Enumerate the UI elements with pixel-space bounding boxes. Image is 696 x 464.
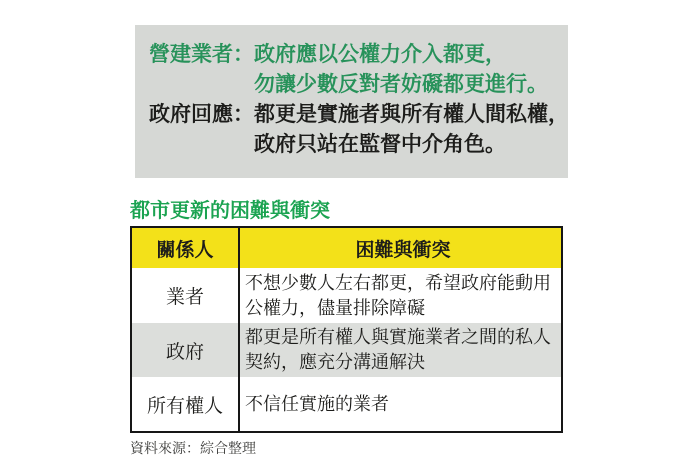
source-note: 資料來源：綜合整理 bbox=[130, 440, 256, 456]
table-header-row bbox=[132, 228, 561, 268]
quote-government-line-2: 政府只站在監督中介角色。 bbox=[254, 133, 506, 156]
table-header-conflict bbox=[240, 228, 561, 268]
party-label: 政府 bbox=[165, 341, 204, 363]
quote-developer-text bbox=[254, 40, 548, 100]
table-row-government bbox=[132, 323, 561, 377]
table-cell-party bbox=[132, 377, 240, 431]
table-header-conflict-label: 困難與衝突 bbox=[355, 239, 451, 261]
table-row-developer bbox=[132, 268, 561, 323]
conflict-line: 契約，應充分溝通解決 bbox=[245, 352, 425, 372]
table-cell-conflict bbox=[240, 268, 561, 323]
quote-government-speaker-label: 政府回應： bbox=[149, 103, 254, 126]
conflict-line: 不想少數人左右都更，希望政府能動用 bbox=[245, 272, 551, 293]
quote-developer-speaker-label: 營建業者： bbox=[149, 43, 254, 66]
table-cell-conflict bbox=[240, 323, 561, 377]
quote-government-text bbox=[254, 100, 569, 160]
conflict-line: 都更是所有權人與實施業者之間的私人 bbox=[245, 327, 551, 347]
conflict-table bbox=[130, 226, 563, 433]
conflict-line: 公權力，儘量排除障礙 bbox=[245, 297, 425, 318]
table-header-party-label: 關係人 bbox=[156, 239, 214, 261]
table-header-party bbox=[132, 228, 240, 268]
quote-developer-line-2: 勿讓少數反對者妨礙都更進行。 bbox=[254, 73, 548, 96]
party-label: 業者 bbox=[165, 287, 204, 308]
table-cell-party bbox=[132, 268, 240, 323]
quote-box bbox=[135, 25, 568, 178]
table-cell-conflict bbox=[240, 377, 561, 431]
table-row-owners bbox=[132, 377, 561, 431]
section-title: 都市更新的困難與衝突 bbox=[130, 200, 330, 222]
quote-developer-statement bbox=[149, 40, 568, 100]
quote-developer-line-1: 政府應以公權力介入都更， bbox=[254, 43, 506, 66]
party-label: 所有權人 bbox=[146, 395, 223, 417]
quote-government-response bbox=[149, 100, 568, 160]
conflict-line: 不信任實施的業者 bbox=[245, 393, 389, 414]
quote-government-line-1: 都更是實施者與所有權人間私權， bbox=[254, 103, 569, 126]
table-cell-party bbox=[132, 323, 240, 377]
